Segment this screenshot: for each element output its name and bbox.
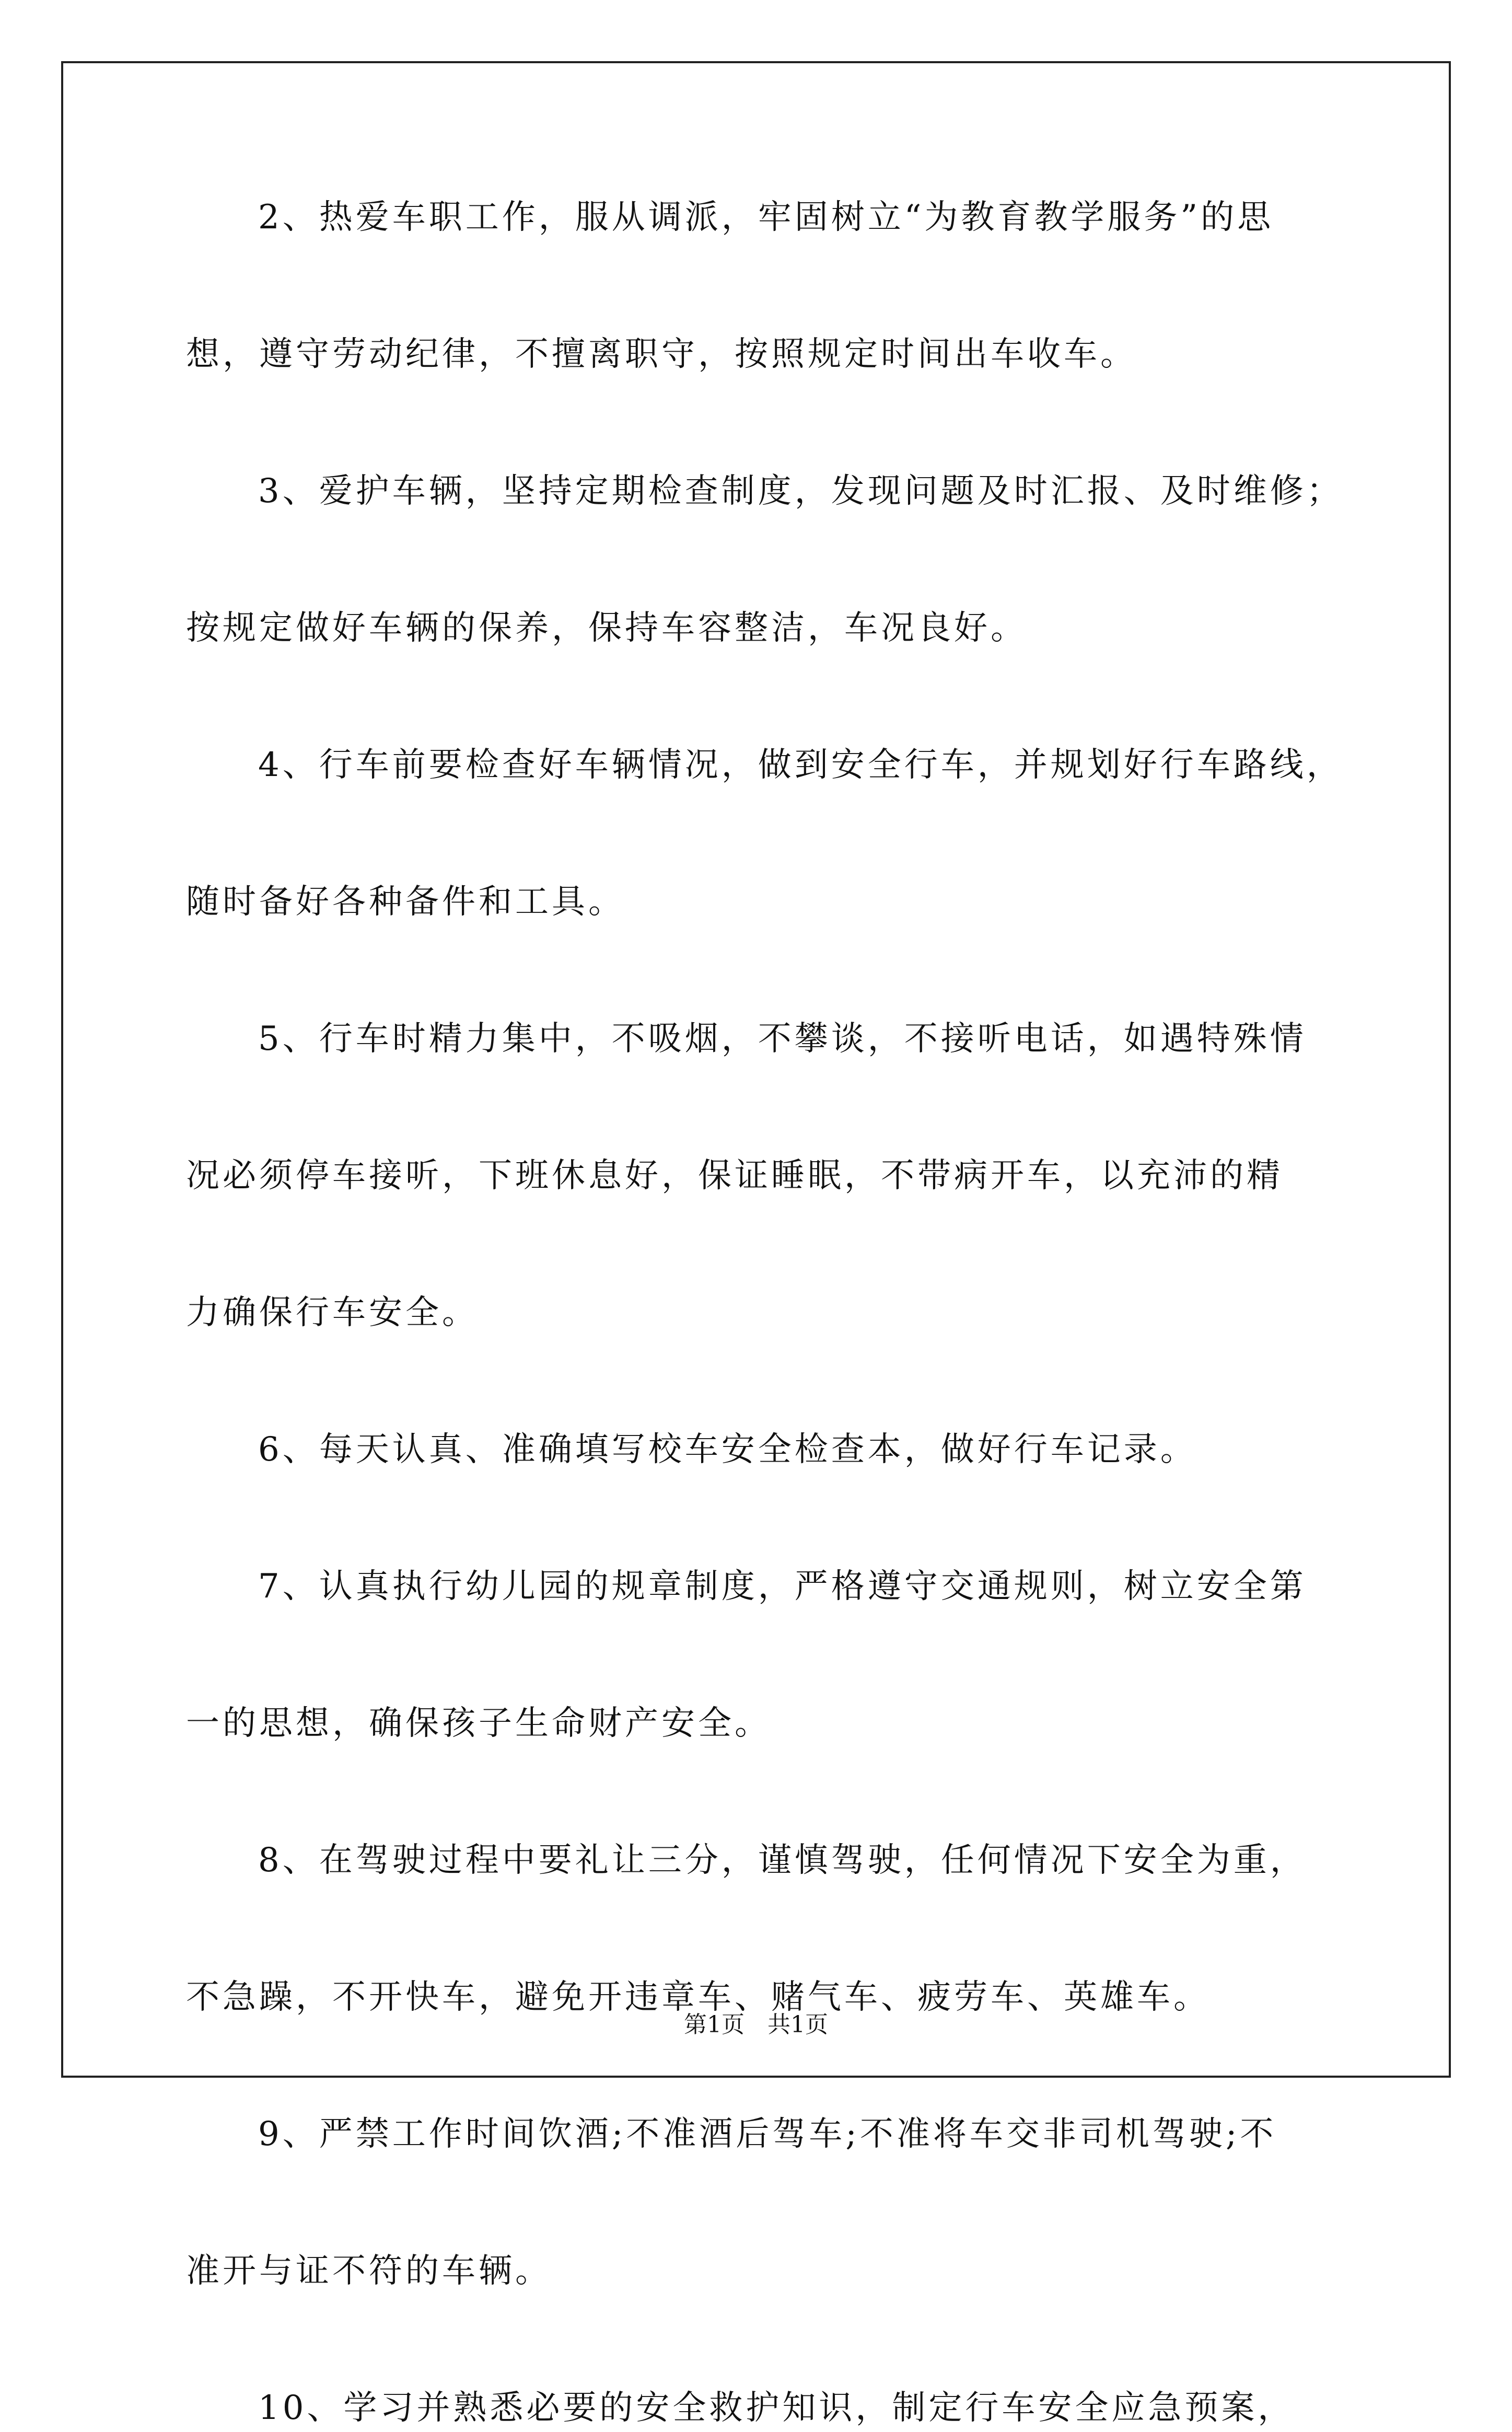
paragraph-item-6 [186, 1426, 1325, 1474]
paragraph-line: 随时备好各种备件和工具。 [186, 883, 625, 921]
paragraph-item-9 [186, 2110, 1325, 2295]
paragraph-line: 力确保行车安全。 [186, 1293, 479, 1332]
paragraph-item-4 [186, 741, 1343, 926]
paragraph-line: 况必须停车接听，下班休息好，保证睡眠，不带病开车，以充沛的精 [186, 1156, 1283, 1195]
paragraph-line: 想，遵守劳动纪律，不擅离职守，按照规定时间出车收车。 [186, 335, 1137, 374]
page-number-footer: 第1页 共1页 [684, 2011, 828, 2038]
paragraph-line: 6、每天认真、准确填写校车安全检查本，做好行车记录。 [258, 1430, 1197, 1469]
paragraph-item-2 [186, 193, 1325, 378]
paragraph-item-3 [186, 467, 1343, 652]
paragraph-line: 4、行车前要检查好车辆情况，做到安全行车，并规划好行车路线， [258, 746, 1343, 784]
paragraph-line: 2、热爱车职工作，服从调派，牢固树立“为教育教学服务”的思 [258, 198, 1274, 237]
paragraph-item-8 [186, 1836, 1325, 2021]
paragraph-line: 7、认真执行幼儿园的规章制度，严格遵守交通规则，树立安全第 [258, 1567, 1307, 1606]
paragraph-line: 3、爱护车辆，坚持定期检查制度，发现问题及时汇报、及时维修； [258, 472, 1343, 511]
paragraph-line: 9、严禁工作时间饮酒;不准酒后驾车;不准将车交非司机驾驶;不 [258, 2115, 1277, 2153]
paragraph-line: 8、在驾驶过程中要礼让三分，谨慎驾驶，任何情况下安全为重， [258, 1841, 1307, 1880]
paragraph-line: 按规定做好车辆的保养，保持车容整洁，车况良好。 [186, 609, 1027, 647]
paragraph-line: 10、学习并熟悉必要的安全救护知识，制定行车安全应急预案， [258, 2389, 1295, 2427]
paragraph-item-7 [186, 1562, 1325, 1747]
paragraph-item-5 [186, 1015, 1325, 1337]
paragraph-line: 一的思想，确保孩子生命财产安全。 [186, 1704, 771, 1743]
paragraph-line: 5、行车时精力集中，不吸烟，不攀谈，不接听电话，如遇特殊情 [258, 1020, 1307, 1058]
paragraph-line: 不急躁，不开快车，避免开违章车、赌气车、疲劳车、英雄车。 [186, 1978, 1210, 2017]
paragraph-item-10 [186, 2384, 1325, 2432]
paragraph-line: 准开与证不符的车辆。 [186, 2252, 552, 2290]
document-body [186, 193, 1343, 2432]
